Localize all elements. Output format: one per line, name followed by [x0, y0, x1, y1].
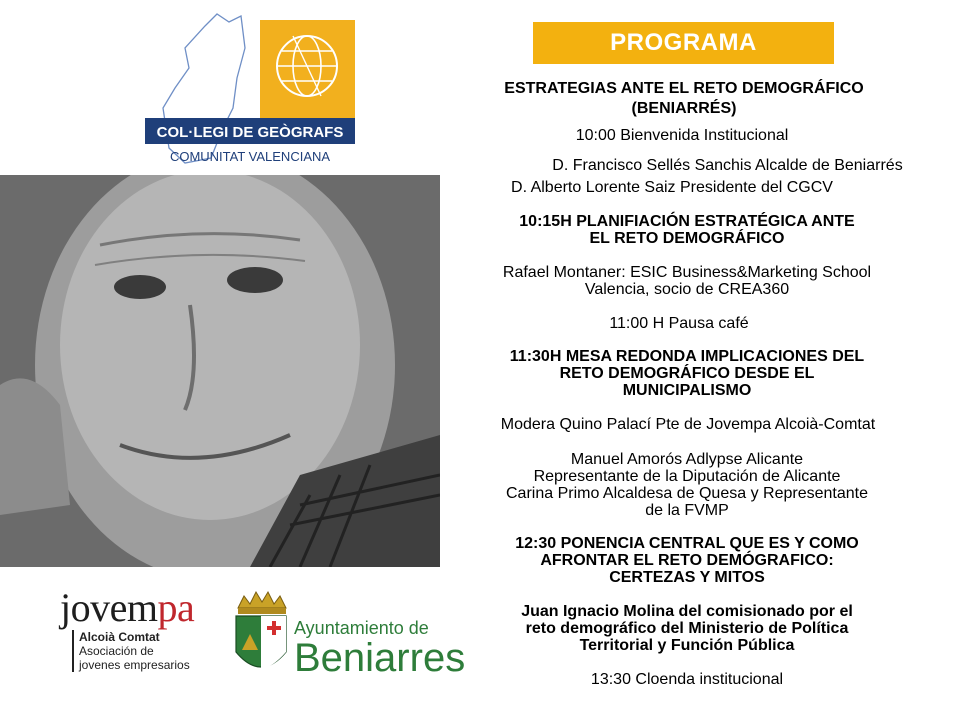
ayuntamiento-logo: [232, 590, 466, 685]
beniarres-label: Beniarres: [294, 636, 466, 680]
jovempa-desc-1: Asociación de: [79, 644, 154, 658]
welcome-item: 10:00 Bienvenida Institucional: [575, 127, 789, 144]
panelist-line2: Representante de la Diputación de Alicante: [533, 468, 841, 485]
cgcv-logo-graphic: [145, 8, 355, 168]
event-title: ESTRATEGIAS ANTE EL RETO DEMOGRÁFICO: [504, 80, 864, 97]
panelist-line1: Manuel Amorós Adlypse Alicante: [570, 451, 804, 468]
keynote-speaker-line1: Juan Ignacio Molina del comisionado por el: [521, 603, 853, 620]
keynote-speaker-line3: Territorial y Función Pública: [579, 637, 795, 654]
jovempa-wordmark: [60, 585, 210, 630]
closing-item: 13:30 Cloenda institucional: [590, 671, 784, 688]
session3-title-line2: AFRONTAR EL RETO DEMÓGRAFICO:: [540, 552, 834, 569]
jovempa-desc-2: jovenes empresarios: [79, 658, 190, 672]
beniarres-crest-icon: [232, 590, 290, 685]
keynote-speaker-line2: reto demográfico del Ministerio de Política: [525, 620, 849, 637]
panelist-line3: Carina Primo Alcaldesa de Quesa y Representante: [506, 485, 868, 502]
session2-title-line3: MUNICIPALISMO: [622, 382, 752, 399]
session1-speaker-line1: Rafael Montaner: ESIC Business&Marketing School: [502, 264, 872, 281]
jovempa-word-accent: pa: [157, 585, 195, 630]
cgcv-logo: [145, 8, 355, 168]
session3-title-line1: 12:30 PONENCIA CENTRAL QUE ES Y COMO: [515, 535, 859, 552]
jovempa-logo: [60, 585, 210, 698]
panelist-line4: de la FVMP: [645, 502, 729, 519]
event-location: (BENIARRÉS): [631, 100, 737, 117]
welcome-speaker-1: D. Francisco Sellés Sanchis Alcalde de Beniarrés: [552, 157, 903, 174]
cgcv-name: COL·LEGI DE GEÒGRAFS: [156, 124, 344, 141]
jovempa-region: Alcoià Comtat: [79, 630, 160, 644]
session1-title-line2: EL RETO DEMOGRÁFICO: [589, 230, 785, 247]
cgcv-region: COMUNITAT VALENCIANA: [169, 149, 331, 164]
portrait-illustration: [0, 175, 440, 567]
round-table-moderator: Modera Quino Palací Pte de Jovempa Alcoià-Comtat: [500, 416, 876, 433]
coffee-break: 11:00 H Pausa café: [609, 315, 749, 332]
jovempa-word-main: jovem: [60, 585, 158, 630]
session2-title-line1: 11:30H MESA REDONDA IMPLICACIONES DEL: [509, 348, 865, 365]
welcome-speaker-2: D. Alberto Lorente Saiz Presidente del CGCV: [511, 179, 833, 196]
portrait-photo: [0, 175, 440, 567]
session1-speaker-line2: Valencia, socio de CREA360: [584, 281, 790, 298]
session2-title-line2: RETO DEMOGRÁFICO DESDE EL: [559, 365, 815, 382]
session1-title-line1: 10:15H PLANIFIACIÓN ESTRATÉGICA ANTE: [519, 213, 855, 230]
programa-banner: PROGRAMA: [533, 22, 834, 64]
globe-square: [260, 20, 355, 118]
session3-title-line3: CERTEZAS Y MITOS: [609, 569, 765, 586]
ayuntamiento-label: Ayuntamiento de: [294, 618, 429, 638]
